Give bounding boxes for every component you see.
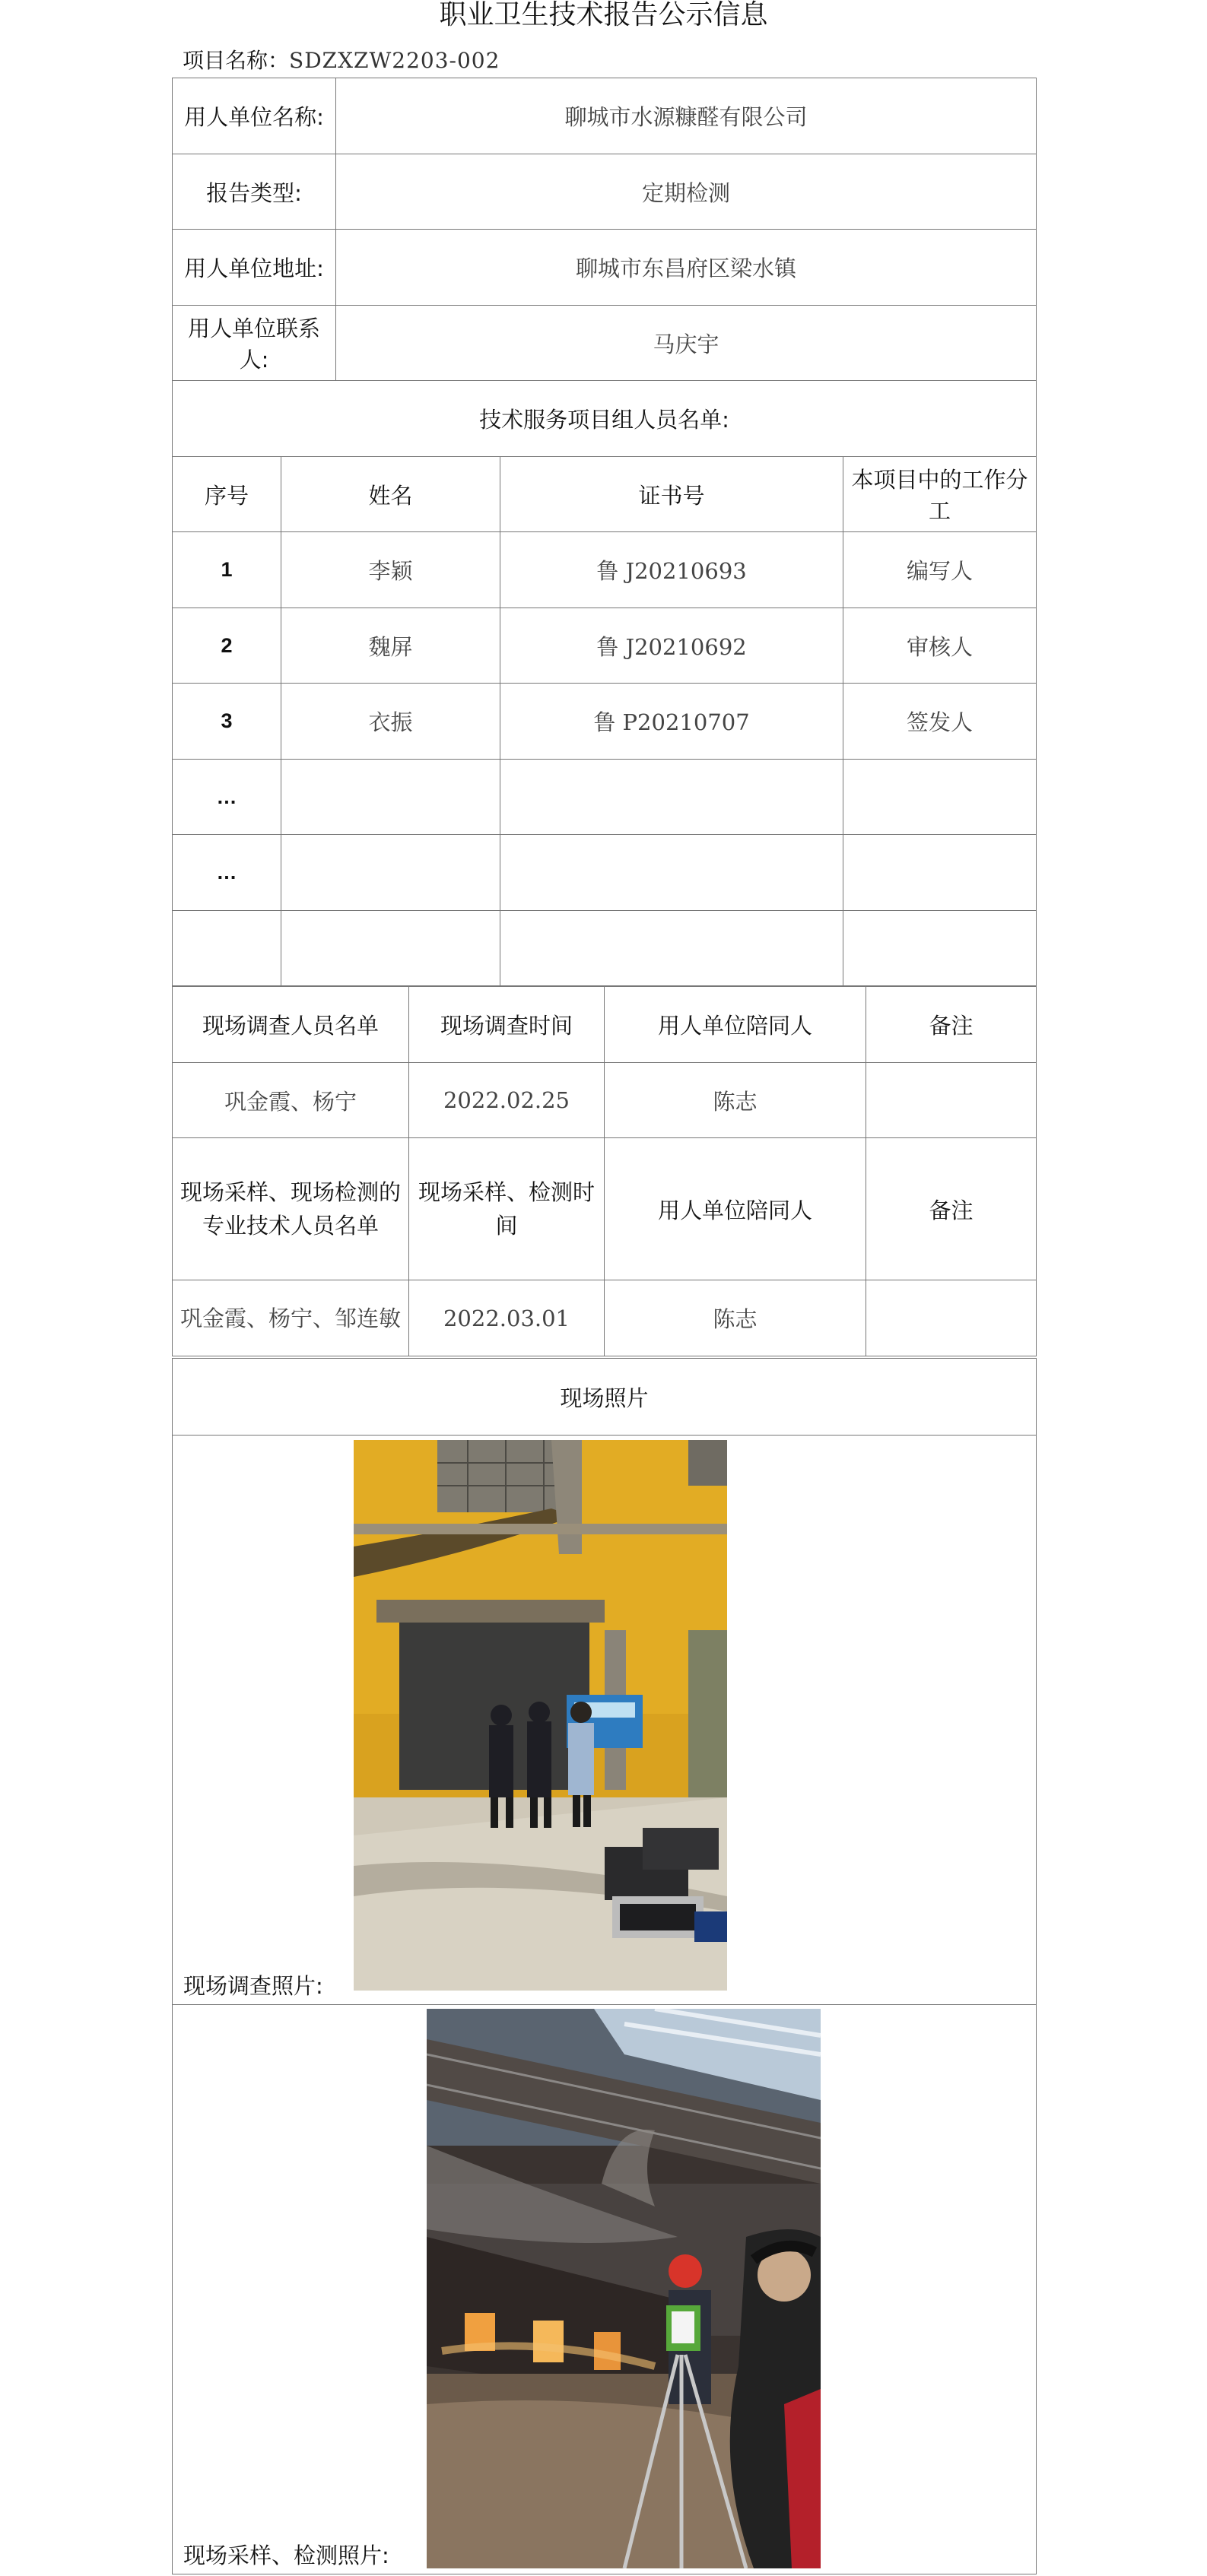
table-row bbox=[173, 760, 1037, 835]
survey-photo bbox=[354, 1440, 727, 1991]
page-title: 职业卫生技术报告公示信息 bbox=[439, 0, 768, 30]
work-role: 编写人 bbox=[843, 532, 1037, 608]
member-name: 魏屏 bbox=[281, 608, 500, 684]
row-number: 3 bbox=[173, 684, 281, 760]
member-name bbox=[281, 835, 500, 911]
survey-photo-cell bbox=[173, 1436, 1037, 2005]
row-number: … bbox=[173, 760, 281, 835]
info-label: 用人单位地址: bbox=[173, 230, 336, 306]
survey-photo-row bbox=[173, 1436, 1037, 2005]
certificate-number bbox=[500, 911, 843, 986]
member-name bbox=[281, 760, 500, 835]
row-number bbox=[173, 911, 281, 986]
info-label: 用人单位联系人: bbox=[173, 306, 336, 381]
survey-table bbox=[172, 986, 1037, 1356]
certificate-number: 鲁 P20210707 bbox=[500, 684, 843, 760]
team-header-row bbox=[173, 457, 1037, 532]
survey-staff: 巩金霞、杨宁 bbox=[173, 1063, 409, 1138]
member-name bbox=[281, 911, 500, 986]
column-header: 现场采样、检测时间 bbox=[409, 1138, 605, 1280]
info-label: 用人单位名称: bbox=[173, 78, 336, 154]
work-role: 审核人 bbox=[843, 608, 1037, 684]
survey-row bbox=[173, 1063, 1037, 1138]
table-row bbox=[173, 684, 1037, 760]
project-name bbox=[183, 46, 500, 76]
table-row bbox=[173, 835, 1037, 911]
sampling-photo bbox=[427, 2009, 821, 2568]
info-value: 马庆宇 bbox=[336, 306, 1037, 381]
info-row-report-type bbox=[173, 154, 1037, 230]
sampling-row bbox=[173, 1280, 1037, 1356]
photos-table bbox=[172, 1358, 1037, 2574]
team-heading: 技术服务项目组人员名单: bbox=[173, 381, 1037, 457]
certificate-number bbox=[500, 835, 843, 911]
survey-header-row bbox=[173, 987, 1037, 1063]
sampling-photo-label: 现场采样、检测照片: bbox=[183, 2543, 389, 2568]
column-header: 备注 bbox=[866, 987, 1037, 1063]
photos-heading: 现场照片 bbox=[173, 1359, 1037, 1436]
work-role: 签发人 bbox=[843, 684, 1037, 760]
row-number: 2 bbox=[173, 608, 281, 684]
table-row bbox=[173, 532, 1037, 608]
column-header: 用人单位陪同人 bbox=[605, 987, 866, 1063]
info-row-contact bbox=[173, 306, 1037, 381]
work-role bbox=[843, 760, 1037, 835]
column-header: 姓名 bbox=[281, 457, 500, 532]
table-row bbox=[173, 608, 1037, 684]
column-header: 备注 bbox=[866, 1138, 1037, 1280]
info-row-address bbox=[173, 230, 1037, 306]
sampling-time: 2022.03.01 bbox=[409, 1280, 605, 1356]
column-header: 序号 bbox=[173, 457, 281, 532]
work-role bbox=[843, 835, 1037, 911]
certificate-number: 鲁 J20210693 bbox=[500, 532, 843, 608]
row-number: … bbox=[173, 835, 281, 911]
survey-escort: 陈志 bbox=[605, 1063, 866, 1138]
project-name-value: SDZXZW2203-002 bbox=[289, 48, 500, 73]
photos-heading-row bbox=[173, 1359, 1037, 1436]
info-value: 聊城市东昌府区梁水镇 bbox=[336, 230, 1037, 306]
column-header: 现场调查时间 bbox=[409, 987, 605, 1063]
sampling-note bbox=[866, 1280, 1037, 1356]
survey-note bbox=[866, 1063, 1037, 1138]
info-value: 聊城市水源糠醛有限公司 bbox=[336, 78, 1037, 154]
member-name: 李颖 bbox=[281, 532, 500, 608]
column-header: 现场调查人员名单 bbox=[173, 987, 409, 1063]
row-number: 1 bbox=[173, 532, 281, 608]
sampling-escort: 陈志 bbox=[605, 1280, 866, 1356]
sampling-staff: 巩金霞、杨宁、邹连敏 bbox=[173, 1280, 409, 1356]
table-row bbox=[173, 911, 1037, 986]
sampling-photo-cell bbox=[173, 2005, 1037, 2574]
certificate-number: 鲁 J20210692 bbox=[500, 608, 843, 684]
work-role bbox=[843, 911, 1037, 986]
team-heading-row bbox=[173, 381, 1037, 457]
info-value: 定期检测 bbox=[336, 154, 1037, 230]
info-label: 报告类型: bbox=[173, 154, 336, 230]
info-row-company bbox=[173, 78, 1037, 154]
column-header: 现场采样、现场检测的专业技术人员名单 bbox=[173, 1138, 409, 1280]
sampling-photo-row bbox=[173, 2005, 1037, 2574]
project-name-label: 项目名称： bbox=[183, 48, 290, 73]
member-name: 衣振 bbox=[281, 684, 500, 760]
sampling-header-row bbox=[173, 1138, 1037, 1280]
survey-photo-label: 现场调查照片: bbox=[183, 1973, 323, 1999]
column-header: 证书号 bbox=[500, 457, 843, 532]
info-team-table bbox=[172, 78, 1037, 986]
survey-time: 2022.02.25 bbox=[409, 1063, 605, 1138]
certificate-number bbox=[500, 760, 843, 835]
column-header: 用人单位陪同人 bbox=[605, 1138, 866, 1280]
column-header: 本项目中的工作分工 bbox=[843, 457, 1037, 532]
